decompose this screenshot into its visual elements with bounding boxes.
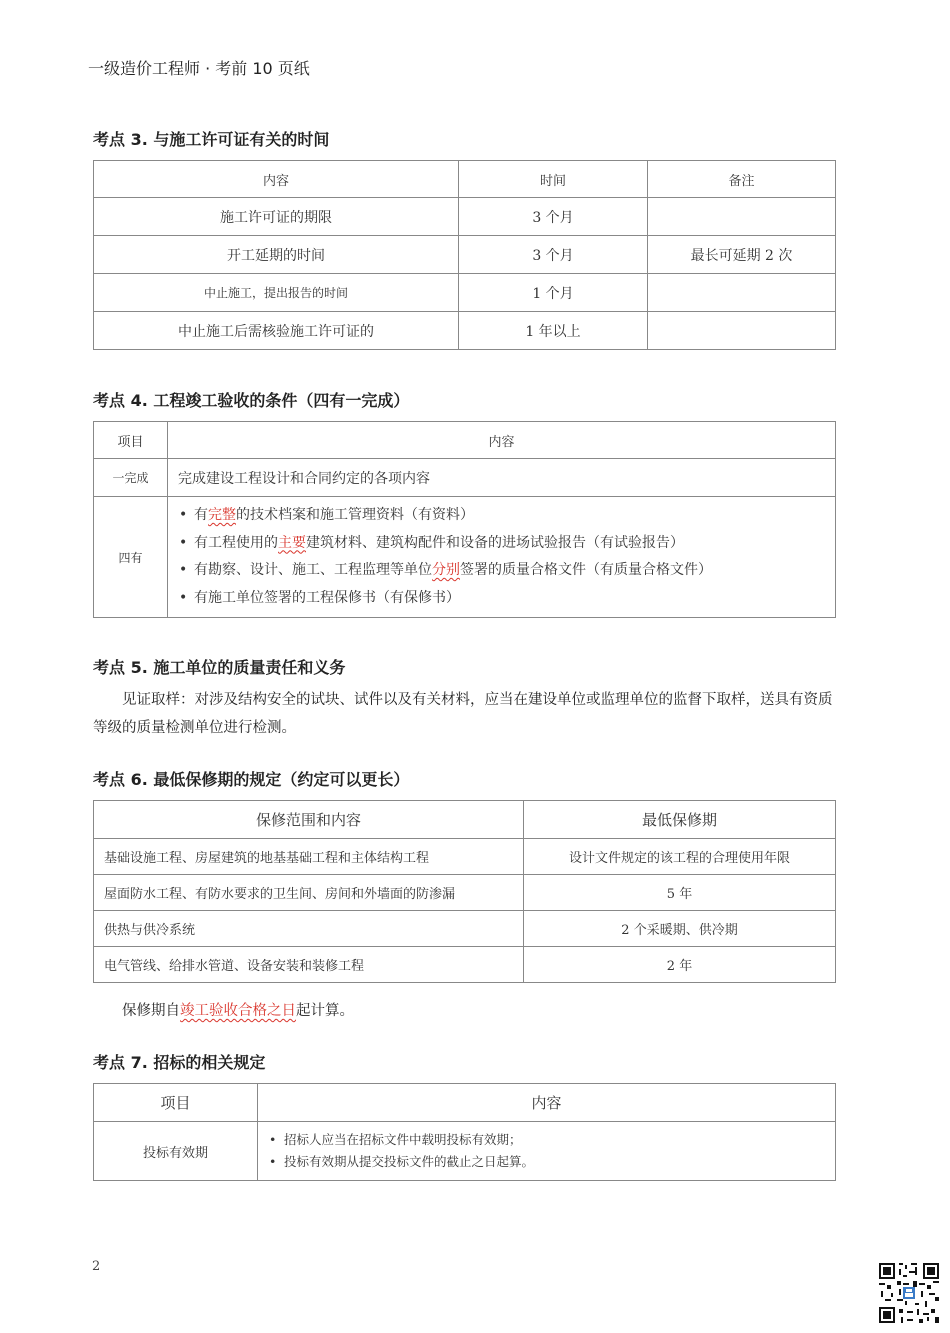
table-row [94, 312, 836, 350]
item-text: 的技术档案和施工管理资料（有资料） [236, 507, 474, 523]
warranty-start-note [93, 997, 835, 1025]
table-cell: 完成建设工程设计和合同约定的各项内容 [168, 459, 836, 497]
table-row [94, 875, 836, 911]
list-item: • 投标有效期从提交投标文件的截止之日起算。 [268, 1151, 825, 1173]
warranty-period-table [93, 800, 836, 983]
table-cell [648, 274, 836, 312]
table-cell: 供热与供冷系统 [94, 911, 524, 947]
column-header: 项目 [94, 1084, 258, 1122]
bullet-list [178, 502, 825, 612]
section-7-title: 考点 7. 招标的相关规定 [93, 1053, 266, 1072]
tender-rules-table [93, 1083, 836, 1181]
table-cell [648, 198, 836, 236]
list-item [178, 530, 825, 558]
permit-time-table [93, 160, 836, 350]
item-text: 有 [194, 507, 208, 523]
table-cell: 四有 [94, 497, 168, 618]
table-row [94, 459, 836, 497]
qr-code-icon [877, 1261, 941, 1325]
table-header-row [94, 161, 836, 198]
list-item: • 有施工单位签署的工程保修书（有保修书） [178, 585, 825, 613]
column-header: 内容 [94, 161, 459, 198]
table-row [94, 274, 836, 312]
table-cell: 1 年以上 [459, 312, 648, 350]
table-cell [168, 497, 836, 618]
column-header: 内容 [258, 1084, 836, 1122]
section-4-title: 考点 4. 工程竣工验收的条件（四有一完成） [93, 391, 410, 410]
item-text: 有工程使用的 [194, 534, 278, 551]
table-cell: 开工延期的时间 [94, 236, 459, 274]
note-text: 起计算。 [296, 1003, 354, 1019]
column-header: 项目 [94, 422, 168, 459]
list-item [178, 557, 825, 585]
highlighted-text: 主要 [278, 534, 306, 551]
column-header: 最低保修期 [524, 801, 836, 839]
table-row [94, 1122, 836, 1181]
table-cell: 施工许可证的期限 [94, 198, 459, 236]
item-text: 建筑材料、建筑构配件和设备的进场试验报告（有试验报告） [306, 534, 684, 551]
table-row [94, 198, 836, 236]
header-title: 一级造价工程师 · 考前 10 页纸 [88, 59, 310, 78]
table-cell: 一完成 [94, 459, 168, 497]
table-header-row [94, 422, 836, 459]
table-header-row [94, 1084, 836, 1122]
list-item: • 招标人应当在招标文件中载明投标有效期； [268, 1129, 825, 1151]
table-cell: 设计文件规定的该工程的合理使用年限 [524, 839, 836, 875]
section-3-title: 考点 3. 与施工许可证有关的时间 [93, 130, 330, 149]
item-text: 签署的质量合格文件（有质量合格文件） [460, 562, 712, 578]
table-cell: 屋面防水工程、有防水要求的卫生间、房间和外墙面的防渗漏 [94, 875, 524, 911]
column-header: 保修范围和内容 [94, 801, 524, 839]
witness-sampling-paragraph: 见证取样：对涉及结构安全的试块、试件以及有关材料，应当在建设单位或监理单位的监督下取样，送具有资质等级的质量检测单位进行检测。 [93, 692, 833, 736]
highlighted-text: 完整 [208, 507, 236, 523]
table-header-row [94, 801, 836, 839]
table-cell: 5 年 [524, 875, 836, 911]
section-5-title: 考点 5. 施工单位的质量责任和义务 [93, 658, 346, 677]
highlighted-text: 竣工验收合格之日 [180, 1003, 296, 1019]
table-row [94, 911, 836, 947]
table-cell: 中止施工后需核验施工许可证的 [94, 312, 459, 350]
list-item [178, 502, 825, 530]
table-cell: 最长可延期 2 次 [648, 236, 836, 274]
table-row [94, 947, 836, 983]
table-cell: 投标有效期 [94, 1122, 258, 1181]
item-text: 有勘察、设计、施工、工程监理等单位 [194, 562, 432, 578]
table-row [94, 497, 836, 618]
table-cell: 3 个月 [459, 236, 648, 274]
table-cell: 基础设施工程、房屋建筑的地基基础工程和主体结构工程 [94, 839, 524, 875]
table-cell: 中止施工，提出报告的时间 [94, 274, 459, 312]
table-row [94, 236, 836, 274]
page-number: 2 [92, 1259, 101, 1274]
completion-conditions-table [93, 421, 836, 618]
section-6-title: 考点 6. 最低保修期的规定（约定可以更长） [93, 770, 410, 789]
table-cell: 电气管线、给排水管道、设备安装和装修工程 [94, 947, 524, 983]
column-header: 时间 [459, 161, 648, 198]
table-cell: 3 个月 [459, 198, 648, 236]
table-cell: 1 个月 [459, 274, 648, 312]
table-cell [648, 312, 836, 350]
table-row [94, 839, 836, 875]
bullet-list [268, 1129, 825, 1173]
column-header: 备注 [648, 161, 836, 198]
table-cell: 2 年 [524, 947, 836, 983]
note-text: 保修期自 [122, 1003, 180, 1019]
table-cell: 2 个采暖期、供冷期 [524, 911, 836, 947]
highlighted-text: 分别 [432, 562, 460, 578]
table-cell [258, 1122, 836, 1181]
column-header: 内容 [168, 422, 836, 459]
